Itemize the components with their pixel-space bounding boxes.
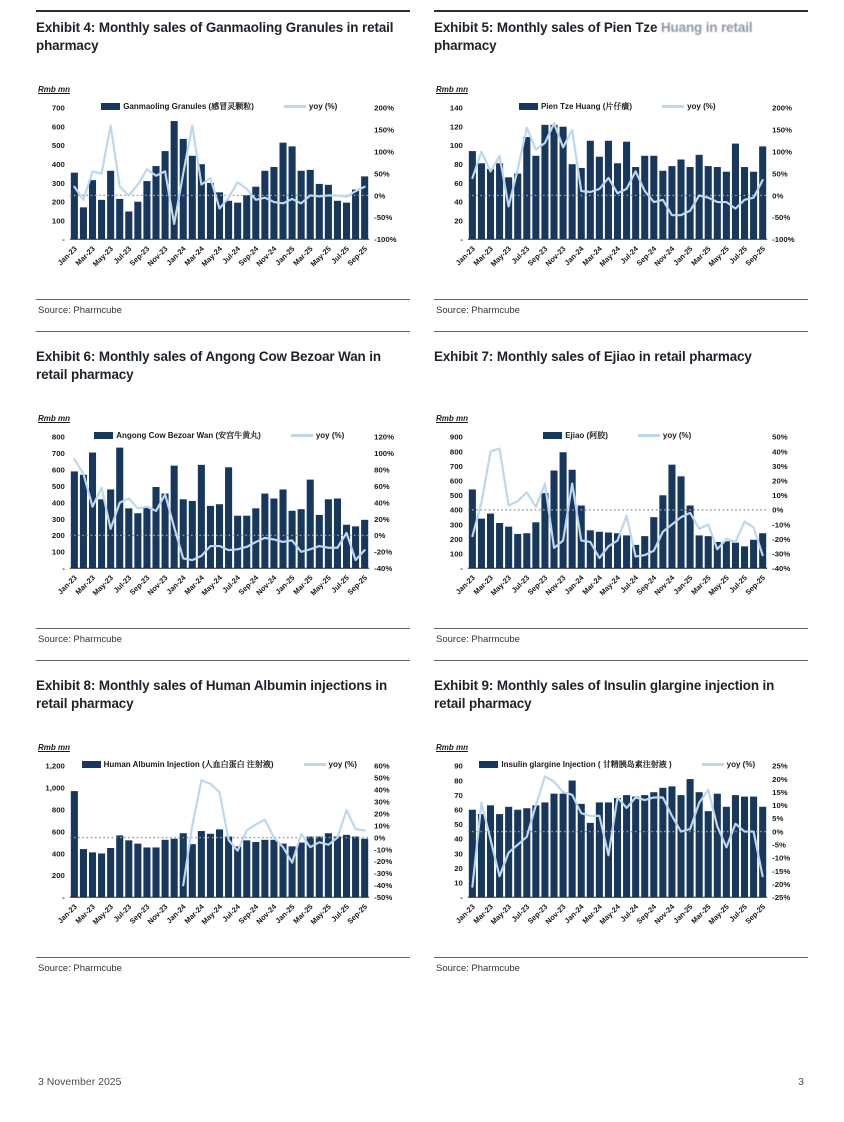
svg-text:Jul-25: Jul-25 (329, 244, 351, 266)
svg-text:-50%: -50% (772, 213, 791, 223)
svg-text:120%: 120% (374, 432, 395, 442)
svg-text:Mar-24: Mar-24 (182, 244, 206, 268)
svg-text:May-25: May-25 (308, 244, 333, 269)
svg-text:200: 200 (51, 871, 65, 881)
svg-text:200: 200 (51, 197, 65, 207)
svg-text:Nov-24: Nov-24 (254, 573, 279, 598)
svg-text:-20%: -20% (374, 857, 393, 867)
svg-text:1,000: 1,000 (45, 783, 65, 793)
svg-text:Nov-23: Nov-23 (145, 573, 170, 598)
svg-text:Jan-24: Jan-24 (562, 244, 586, 268)
svg-text:Sep-25: Sep-25 (345, 244, 370, 268)
svg-text:30%: 30% (772, 461, 788, 471)
source-text: Source: Pharmcube (436, 304, 520, 316)
svg-text:700: 700 (51, 449, 65, 459)
svg-text:500: 500 (449, 491, 463, 501)
source-note (434, 299, 808, 332)
svg-text:0%: 0% (374, 191, 386, 201)
svg-text:0%: 0% (374, 833, 386, 843)
chart-exhibit-7 (434, 427, 808, 620)
svg-text:60: 60 (454, 805, 463, 815)
svg-text:100%: 100% (772, 147, 793, 157)
bar-line-chart (36, 756, 410, 949)
svg-text:Mar-24: Mar-24 (580, 573, 604, 597)
svg-text:Nov-23: Nov-23 (145, 902, 170, 927)
svg-text:Jan-23: Jan-23 (55, 902, 79, 926)
line-series-label: yoy (%) (687, 102, 716, 111)
svg-text:500: 500 (51, 481, 65, 491)
svg-text:Sep-23: Sep-23 (127, 244, 152, 268)
svg-text:Sep-24: Sep-24 (236, 902, 261, 926)
line-series-label: yoy (%) (308, 102, 338, 111)
svg-text:700: 700 (449, 461, 463, 471)
svg-text:Sep-24: Sep-24 (634, 244, 659, 268)
svg-text:Jul-23: Jul-23 (111, 573, 134, 595)
svg-text:0%: 0% (374, 531, 386, 541)
svg-text:Mar-25: Mar-25 (689, 573, 713, 597)
svg-text:Mar-25: Mar-25 (689, 902, 713, 926)
svg-text:900: 900 (449, 432, 463, 442)
chart-exhibit-5 (434, 98, 808, 291)
svg-text:Jan-23: Jan-23 (55, 573, 79, 597)
svg-text:-50%: -50% (374, 892, 393, 902)
svg-text:50: 50 (454, 819, 463, 829)
svg-text:Mar-25: Mar-25 (291, 573, 315, 597)
svg-text:-50%: -50% (374, 213, 393, 223)
exhibit-9 (434, 661, 808, 989)
y-axis-unit-label: Rmb mn (436, 413, 468, 423)
svg-text:20: 20 (454, 216, 463, 226)
svg-text:May-23: May-23 (90, 902, 116, 927)
svg-text:100%: 100% (374, 147, 395, 157)
svg-text:500: 500 (51, 141, 65, 151)
svg-text:Jan-24: Jan-24 (164, 573, 188, 597)
page-footer (38, 1076, 804, 1088)
source-note (434, 957, 808, 989)
svg-text:May-23: May-23 (488, 244, 514, 269)
bar-series-label: Human Albumin Injection (人血白蛋白 注射液) (103, 759, 274, 769)
svg-text:20%: 20% (772, 774, 788, 784)
svg-text:25%: 25% (772, 761, 788, 771)
svg-text:400: 400 (449, 505, 463, 515)
svg-text:May-25: May-25 (706, 573, 731, 598)
exhibit-8-chart-block (36, 743, 410, 949)
svg-text:Jul-25: Jul-25 (329, 573, 351, 595)
line-series-label: yoy (%) (328, 759, 357, 769)
bar-line-chart (434, 427, 808, 620)
y-axis-unit-label: Rmb mn (436, 85, 468, 94)
svg-text:100: 100 (51, 547, 65, 557)
exhibit-title-text: Exhibit 7: Monthly sales of Ejiao in retail pharmacy (434, 348, 752, 364)
exhibit-grid (36, 10, 808, 989)
svg-text:-: - (460, 235, 463, 245)
svg-text:May-24: May-24 (597, 902, 622, 927)
svg-text:40: 40 (454, 197, 463, 207)
line-series-label: yoy (%) (662, 430, 692, 440)
svg-text:Mar-24: Mar-24 (580, 902, 604, 926)
svg-text:20%: 20% (374, 809, 390, 819)
svg-text:-30%: -30% (374, 869, 393, 879)
y-axis-unit-label: Rmb mn (38, 413, 70, 423)
svg-text:Mar-23: Mar-23 (73, 902, 97, 926)
svg-text:Sep-23: Sep-23 (525, 902, 550, 926)
svg-text:May-24: May-24 (597, 573, 622, 598)
chart-exhibit-6 (36, 427, 410, 620)
svg-text:Jan-23: Jan-23 (453, 244, 477, 268)
svg-text:200: 200 (51, 531, 65, 541)
svg-text:100: 100 (51, 216, 65, 226)
exhibit-title-text: Exhibit 9: Monthly sales of Insulin glargine injection in retail pharmacy (434, 677, 775, 711)
svg-text:Nov-24: Nov-24 (254, 244, 279, 269)
svg-text:300: 300 (51, 178, 65, 188)
svg-text:600: 600 (51, 122, 65, 132)
source-text: Source: Pharmcube (38, 962, 122, 974)
svg-text:-: - (62, 235, 65, 245)
svg-text:80%: 80% (374, 465, 390, 475)
y-axis-unit-label: Rmb mn (38, 742, 70, 752)
svg-text:0%: 0% (772, 191, 784, 201)
svg-text:10%: 10% (374, 821, 390, 831)
svg-text:Sep-23: Sep-23 (127, 902, 152, 926)
y-axis-unit-label: Rmb mn (436, 742, 468, 752)
svg-text:Nov-24: Nov-24 (652, 573, 677, 598)
svg-text:Mar-24: Mar-24 (182, 573, 206, 597)
exhibit-title-faded-text: Huang in retail (660, 20, 753, 35)
source-text: Source: Pharmcube (436, 962, 520, 974)
svg-text:Jul-25: Jul-25 (727, 902, 749, 924)
source-note (36, 299, 410, 332)
exhibit-8 (36, 661, 410, 989)
bar-series-label: Ejiao (阿胶) (565, 430, 608, 440)
svg-text:Nov-23: Nov-23 (543, 902, 568, 927)
svg-text:May-23: May-23 (488, 902, 514, 927)
svg-text:60: 60 (454, 178, 463, 188)
bar-line-chart (434, 98, 808, 291)
svg-text:Sep-24: Sep-24 (634, 573, 659, 597)
svg-text:50%: 50% (772, 432, 788, 442)
source-text: Source: Pharmcube (436, 633, 520, 645)
svg-text:-20%: -20% (772, 879, 791, 889)
svg-text:100: 100 (449, 141, 463, 151)
svg-text:-: - (62, 563, 65, 573)
svg-text:Jul-24: Jul-24 (618, 902, 641, 924)
bar-line-chart (434, 756, 808, 949)
svg-text:30: 30 (454, 849, 463, 859)
svg-text:Mar-24: Mar-24 (580, 244, 604, 268)
svg-text:Sep-24: Sep-24 (236, 573, 261, 597)
footer-date: 3 November 2025 (38, 1076, 122, 1088)
svg-text:-30%: -30% (772, 549, 791, 559)
svg-text:Jul-24: Jul-24 (618, 244, 641, 266)
svg-text:Mar-23: Mar-23 (73, 573, 97, 597)
svg-text:-: - (460, 563, 463, 573)
svg-text:May-23: May-23 (90, 573, 116, 598)
svg-text:May-24: May-24 (199, 244, 224, 269)
svg-text:50%: 50% (374, 169, 390, 179)
svg-text:-15%: -15% (772, 866, 791, 876)
svg-text:Jul-23: Jul-23 (509, 573, 532, 595)
svg-text:Jul-25: Jul-25 (727, 244, 749, 266)
svg-text:Jan-24: Jan-24 (562, 573, 586, 597)
svg-text:Jul-24: Jul-24 (220, 902, 243, 924)
bar-line-chart (36, 427, 410, 620)
svg-text:40: 40 (454, 834, 463, 844)
svg-text:-40%: -40% (374, 880, 393, 890)
svg-text:-: - (62, 892, 65, 902)
svg-text:600: 600 (51, 465, 65, 475)
svg-text:Jul-24: Jul-24 (220, 573, 243, 595)
svg-text:May-25: May-25 (308, 573, 333, 598)
chart-exhibit-9 (434, 756, 808, 949)
svg-text:50%: 50% (374, 773, 390, 783)
svg-text:-20%: -20% (772, 534, 791, 544)
svg-text:15%: 15% (772, 787, 788, 797)
exhibit-6-title (36, 345, 410, 388)
svg-text:10%: 10% (772, 491, 788, 501)
svg-text:400: 400 (51, 498, 65, 508)
svg-text:Sep-25: Sep-25 (743, 902, 768, 926)
exhibit-title-text: Exhibit 6: Monthly sales of Angong Cow Bezoar Wan in retail pharmacy (36, 348, 381, 383)
exhibit-6-chart-block (36, 414, 410, 620)
svg-text:400: 400 (51, 159, 65, 169)
svg-text:May-23: May-23 (90, 244, 116, 269)
svg-text:Mar-23: Mar-23 (471, 244, 495, 268)
line-series-label: yoy (%) (726, 759, 756, 769)
svg-text:-20%: -20% (374, 547, 393, 557)
svg-text:0%: 0% (772, 827, 784, 837)
y-axis-unit-label: Rmb mn (38, 85, 70, 94)
svg-text:Jul-24: Jul-24 (220, 244, 243, 266)
svg-text:-40%: -40% (772, 563, 791, 573)
page-number: 3 (798, 1076, 804, 1088)
svg-text:Sep-23: Sep-23 (127, 573, 152, 597)
svg-text:Jul-24: Jul-24 (618, 573, 641, 595)
svg-text:Nov-23: Nov-23 (543, 573, 568, 598)
svg-text:90: 90 (454, 761, 463, 771)
source-note (36, 957, 410, 989)
exhibit-6 (36, 332, 410, 661)
svg-text:Nov-24: Nov-24 (254, 902, 279, 927)
svg-text:Mar-24: Mar-24 (182, 902, 206, 926)
svg-text:May-24: May-24 (199, 573, 224, 598)
svg-text:120: 120 (449, 122, 463, 132)
svg-text:400: 400 (51, 849, 65, 859)
svg-text:700: 700 (51, 103, 65, 113)
svg-text:Jan-24: Jan-24 (562, 902, 586, 926)
svg-text:200: 200 (449, 534, 463, 544)
svg-text:Jan-23: Jan-23 (453, 902, 477, 926)
svg-text:Jul-25: Jul-25 (329, 902, 351, 924)
svg-text:Jan-25: Jan-25 (273, 902, 297, 926)
exhibit-title-text: Exhibit 8: Monthly sales of Human Albumin injections in retail pharmacy (36, 677, 388, 711)
svg-text:Jul-23: Jul-23 (111, 902, 134, 924)
line-series-label: yoy (%) (315, 430, 345, 440)
exhibit-4 (36, 10, 410, 332)
exhibit-title-text: Exhibit 4: Monthly sales of Ganmaoling Granules in retail pharmacy (36, 20, 394, 54)
svg-text:-40%: -40% (374, 563, 393, 573)
svg-text:Jul-23: Jul-23 (111, 244, 134, 266)
svg-text:Jul-23: Jul-23 (509, 244, 532, 266)
svg-text:-10%: -10% (772, 520, 791, 530)
svg-text:Jan-25: Jan-25 (671, 244, 695, 268)
svg-text:Sep-24: Sep-24 (634, 902, 659, 926)
bar-series-label: Angong Cow Bezoar Wan (安宫牛黄丸) (116, 430, 261, 440)
svg-text:-5%: -5% (772, 840, 786, 850)
svg-text:40%: 40% (374, 785, 390, 795)
svg-text:-100%: -100% (772, 235, 795, 245)
svg-text:Jul-23: Jul-23 (509, 902, 532, 924)
svg-text:Nov-23: Nov-23 (543, 244, 568, 269)
svg-text:Jan-23: Jan-23 (453, 573, 477, 597)
svg-text:150%: 150% (772, 125, 793, 135)
svg-text:0%: 0% (772, 505, 784, 515)
bar-line-chart (36, 98, 410, 291)
svg-text:10%: 10% (772, 801, 788, 811)
exhibit-title-text: Exhibit 5: Monthly sales of Pien Tze (434, 20, 661, 35)
svg-text:Sep-25: Sep-25 (345, 902, 370, 926)
exhibit-9-chart-block (434, 743, 808, 949)
svg-text:Jan-24: Jan-24 (164, 244, 188, 268)
svg-text:200%: 200% (772, 103, 793, 113)
svg-text:50%: 50% (772, 169, 788, 179)
svg-text:200%: 200% (374, 103, 395, 113)
svg-text:Mar-25: Mar-25 (291, 902, 315, 926)
svg-text:100%: 100% (374, 449, 395, 459)
chart-exhibit-8 (36, 756, 410, 949)
svg-text:60%: 60% (374, 481, 390, 491)
svg-text:1,200: 1,200 (45, 761, 65, 771)
svg-text:Jan-24: Jan-24 (164, 902, 188, 926)
svg-text:60%: 60% (374, 761, 390, 771)
bar-series-label: Pien Tze Huang (片仔癀) (540, 102, 633, 111)
svg-text:800: 800 (449, 447, 463, 457)
exhibit-7 (434, 332, 808, 661)
svg-text:-25%: -25% (772, 892, 791, 902)
svg-text:70: 70 (454, 790, 463, 800)
svg-text:May-25: May-25 (706, 244, 731, 269)
svg-text:-: - (460, 892, 463, 902)
svg-text:May-25: May-25 (706, 902, 731, 927)
svg-text:-10%: -10% (374, 845, 393, 855)
chart-exhibit-4 (36, 98, 410, 291)
svg-text:800: 800 (51, 805, 65, 815)
svg-text:May-24: May-24 (199, 902, 224, 927)
svg-text:Jul-25: Jul-25 (727, 573, 749, 595)
svg-text:300: 300 (449, 520, 463, 530)
svg-text:80: 80 (454, 776, 463, 786)
svg-text:Sep-25: Sep-25 (743, 244, 768, 268)
svg-text:Jan-25: Jan-25 (671, 573, 695, 597)
svg-text:Sep-23: Sep-23 (525, 244, 550, 268)
svg-text:Jan-25: Jan-25 (273, 573, 297, 597)
svg-text:-10%: -10% (772, 853, 791, 863)
svg-text:140: 140 (449, 103, 463, 113)
svg-text:May-25: May-25 (308, 902, 333, 927)
exhibit-5-title (434, 16, 808, 59)
svg-text:May-24: May-24 (597, 244, 622, 269)
svg-text:Mar-25: Mar-25 (291, 244, 315, 268)
exhibit-5 (434, 10, 808, 332)
source-text: Source: Pharmcube (38, 304, 122, 316)
exhibit-9-title (434, 674, 808, 717)
svg-text:20%: 20% (374, 514, 390, 524)
exhibit-8-title (36, 674, 410, 717)
svg-text:-100%: -100% (374, 235, 397, 245)
bar-series-label: Ganmaoling Granules (感冒灵颗粒) (123, 102, 254, 111)
svg-text:600: 600 (51, 827, 65, 837)
exhibit-5-chart-block (434, 85, 808, 291)
svg-text:May-23: May-23 (488, 573, 514, 598)
svg-text:600: 600 (449, 476, 463, 486)
svg-text:Sep-24: Sep-24 (236, 244, 261, 268)
svg-text:300: 300 (51, 514, 65, 524)
exhibit-7-chart-block (434, 414, 808, 620)
svg-text:Nov-24: Nov-24 (652, 244, 677, 269)
exhibit-title-text: pharmacy (434, 38, 497, 54)
exhibit-4-title (36, 16, 410, 59)
source-note (36, 628, 410, 661)
bar-series-label: Insulin glargine Injection ( 甘精胰岛素注射液 ) (501, 759, 672, 769)
svg-text:20%: 20% (772, 476, 788, 486)
svg-text:150%: 150% (374, 125, 395, 135)
svg-text:30%: 30% (374, 797, 390, 807)
svg-text:Mar-23: Mar-23 (471, 902, 495, 926)
svg-text:Nov-24: Nov-24 (652, 902, 677, 927)
svg-text:Mar-25: Mar-25 (689, 244, 713, 268)
source-text: Source: Pharmcube (38, 633, 122, 645)
source-note (434, 628, 808, 661)
svg-text:Jan-25: Jan-25 (273, 244, 297, 268)
svg-text:80: 80 (454, 159, 463, 169)
svg-text:Mar-23: Mar-23 (73, 244, 97, 268)
svg-text:10: 10 (454, 878, 463, 888)
svg-text:Mar-23: Mar-23 (471, 573, 495, 597)
svg-text:800: 800 (51, 432, 65, 442)
svg-text:40%: 40% (772, 447, 788, 457)
svg-text:Jan-25: Jan-25 (671, 902, 695, 926)
svg-text:Sep-25: Sep-25 (345, 573, 370, 597)
svg-text:40%: 40% (374, 498, 390, 508)
svg-text:20: 20 (454, 863, 463, 873)
svg-text:Jan-23: Jan-23 (55, 244, 79, 268)
exhibit-4-chart-block (36, 85, 410, 291)
svg-text:Sep-25: Sep-25 (743, 573, 768, 597)
svg-text:100: 100 (449, 549, 463, 559)
svg-text:Nov-23: Nov-23 (145, 244, 170, 269)
exhibit-7-title (434, 345, 808, 388)
svg-text:Sep-23: Sep-23 (525, 573, 550, 597)
svg-text:5%: 5% (772, 814, 784, 824)
